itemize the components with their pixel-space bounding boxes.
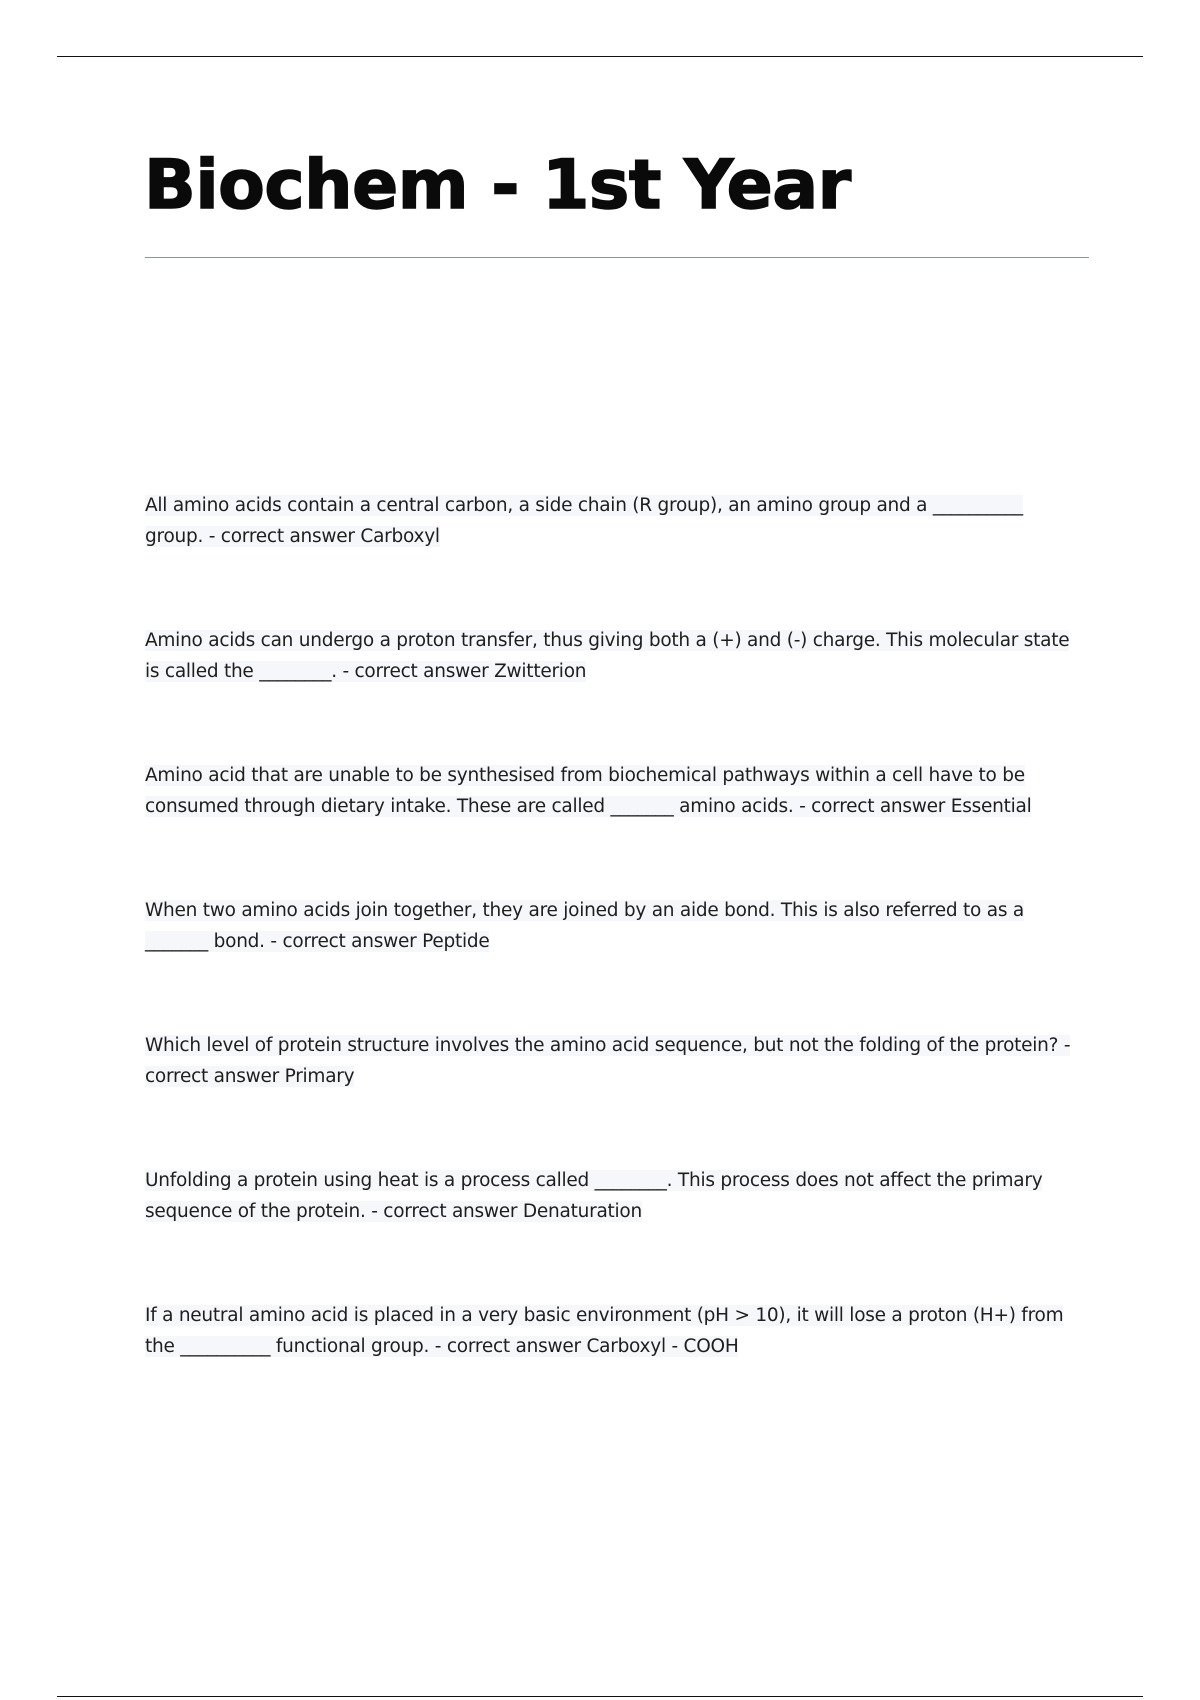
qa-item (145, 625, 1085, 687)
title-underline (145, 257, 1089, 258)
page-top-rule (57, 56, 1143, 57)
qa-list (145, 490, 1085, 1435)
qa-text: When two amino acids join together, they are joined by an aide bond. This is also referred to as a _______ bond. - correct answer Peptide (145, 900, 1024, 952)
qa-item (145, 895, 1085, 957)
qa-item (145, 1030, 1085, 1092)
qa-text: Amino acid that are unable to be synthesised from biochemical pathways within a cell have to be consumed through dietary intake. These are called _______ amino acids. - correct answer Essential (145, 765, 1032, 817)
page-bottom-rule (57, 1696, 1143, 1697)
document-title: Biochem - 1st Year (144, 146, 851, 225)
qa-item (145, 1300, 1085, 1362)
qa-item (145, 490, 1085, 552)
qa-text: Amino acids can undergo a proton transfer, thus giving both a (+) and (-) charge. This molecular state is called the ________. - correct answer Zwitterion (145, 630, 1070, 682)
qa-text: Which level of protein structure involves the amino acid sequence, but not the folding of the protein? - correct answer Primary (145, 1035, 1071, 1087)
qa-item (145, 1165, 1085, 1227)
qa-item (145, 760, 1085, 822)
qa-text: Unfolding a protein using heat is a process called ________. This process does not affect the primary sequence of the protein. - correct answer Denaturation (145, 1170, 1043, 1222)
qa-text: All amino acids contain a central carbon, a side chain (R group), an amino group and a __________ group. - correct answer Carboxyl (145, 495, 1023, 547)
qa-text: If a neutral amino acid is placed in a very basic environment (pH > 10), it will lose a proton (H+) from the __________ functional group. - correct answer Carboxyl - COOH (145, 1305, 1064, 1357)
